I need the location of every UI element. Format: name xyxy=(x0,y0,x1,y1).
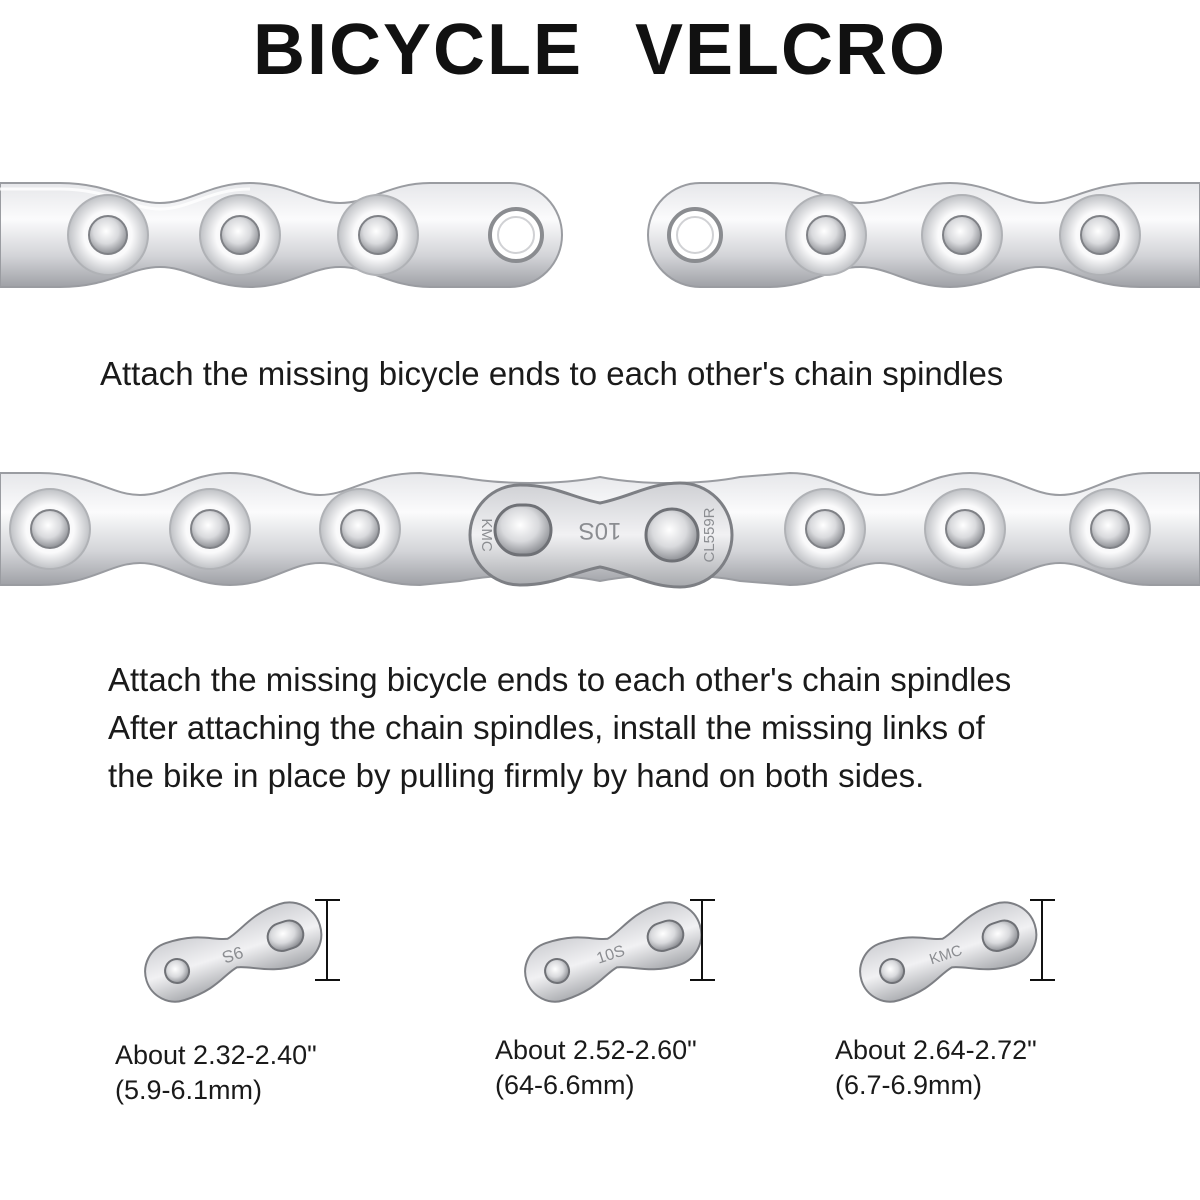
caption-line-1: Attach the missing bicycle ends to each other's chain spindles xyxy=(108,661,1012,698)
link-10s-illustration xyxy=(510,885,725,1010)
link-9s-illustration xyxy=(130,885,345,1010)
caption-line-2: After attaching the chain spindles, install the missing links of xyxy=(108,709,985,746)
link-11s-size-label xyxy=(835,1033,1037,1103)
master-link-brand-mark: KMC xyxy=(478,518,495,552)
caption-instructions xyxy=(108,656,1011,800)
caption-attach-ends: Attach the missing bicycle ends to each other's chain spindles xyxy=(100,355,1004,392)
joined-chain-illustration xyxy=(0,455,1200,615)
page-title: BICYCLE VELCRO xyxy=(252,10,948,90)
link-10s-speed-mark: 10S xyxy=(594,942,627,968)
link-10s-size-mm: (64-6.6mm) xyxy=(495,1070,635,1100)
link-10s-size-label xyxy=(495,1033,697,1103)
master-link-model-mark: CL559R xyxy=(701,507,718,563)
link-9s-size-inch: About 2.32-2.40" xyxy=(115,1040,317,1070)
link-9s-size-mm: (5.9-6.1mm) xyxy=(115,1075,263,1105)
link-9s-size-label xyxy=(115,1038,317,1108)
link-9s-speed-mark: 9S xyxy=(219,942,246,967)
master-link-speed-mark: 10S xyxy=(578,517,622,544)
link-11s-illustration xyxy=(845,885,1060,1010)
chain-left-end xyxy=(0,183,562,287)
link-10s-size-inch: About 2.52-2.60" xyxy=(495,1035,697,1065)
open-chain-illustration xyxy=(0,165,1200,300)
caption-line-3: the bike in place by pulling firmly by hand on both sides. xyxy=(108,757,925,794)
link-11s-size-inch: About 2.64-2.72" xyxy=(835,1035,1037,1065)
chain-right-end xyxy=(648,183,1200,287)
link-11s-size-mm: (6.7-6.9mm) xyxy=(835,1070,983,1100)
link-11s-brand-mark: KMC xyxy=(927,941,965,969)
